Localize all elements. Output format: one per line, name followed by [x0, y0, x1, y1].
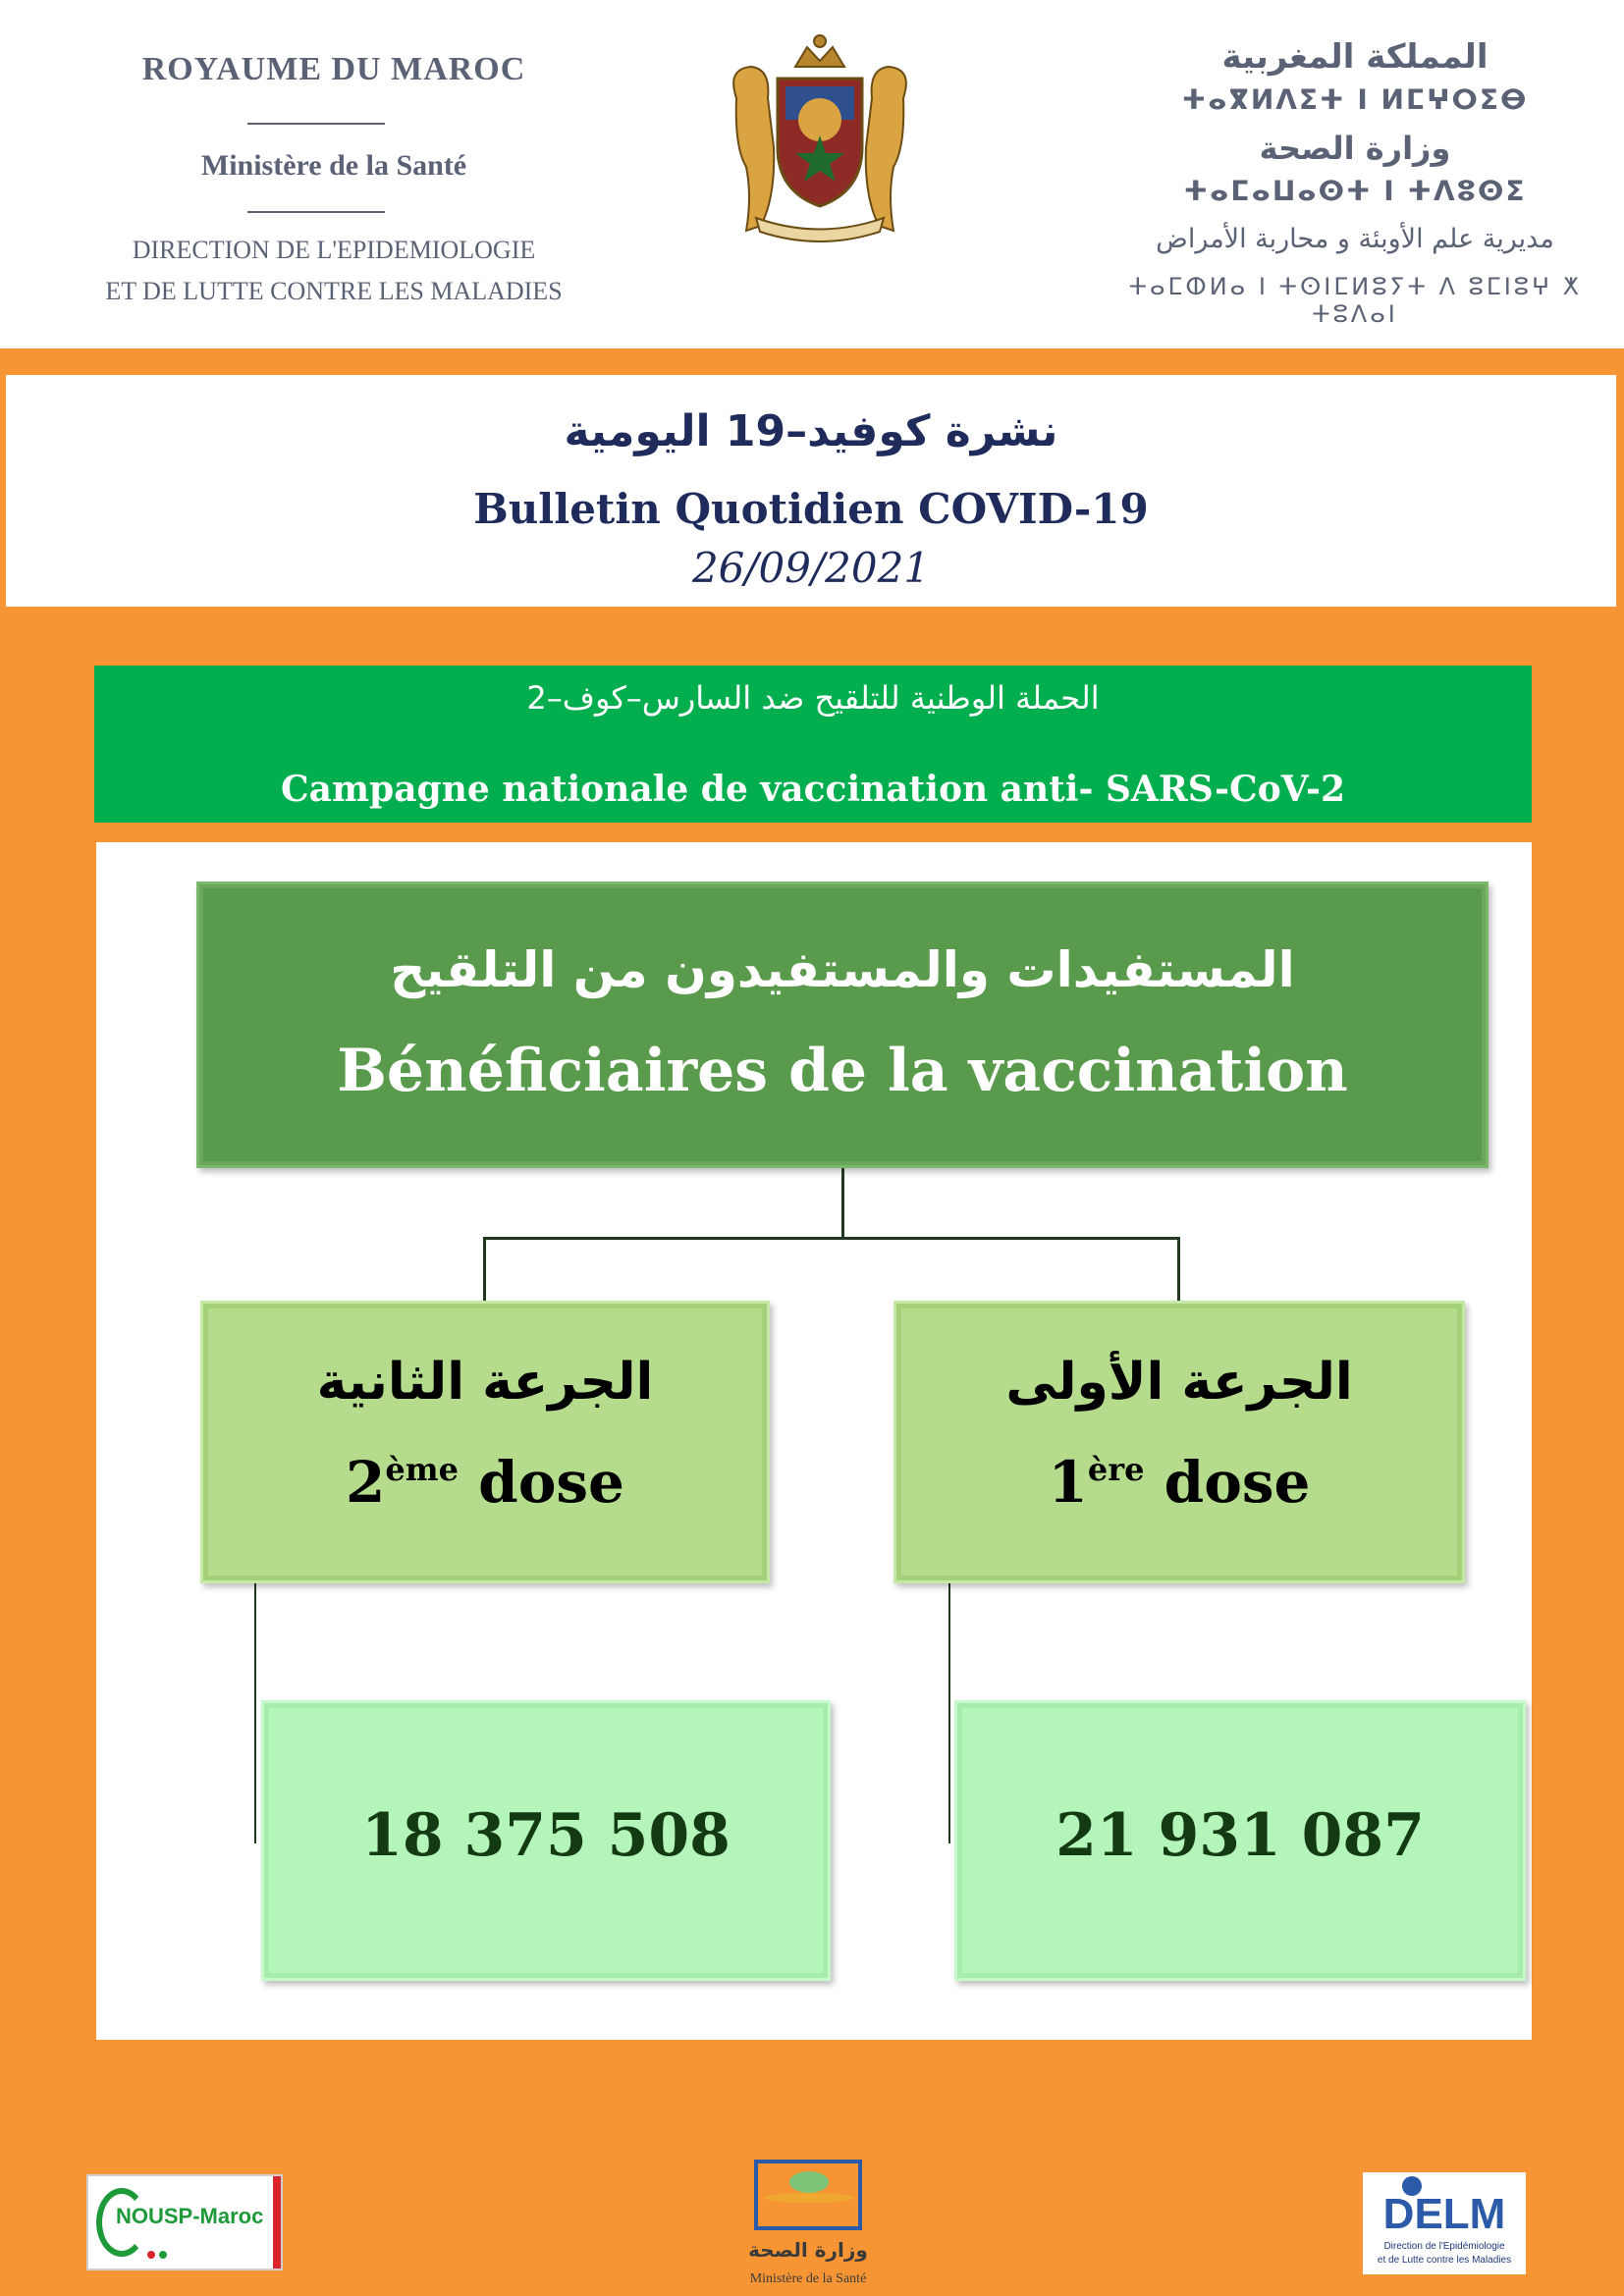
second-dose-label-ar: الجرعة الثانية — [316, 1353, 654, 1412]
dot — [159, 2251, 167, 2259]
nousp-logo — [86, 2174, 283, 2270]
connector-line — [483, 1237, 1180, 1240]
ar-kingdom-name: المملكة المغربية — [1221, 37, 1489, 77]
bulletin-title-ar: نشرة كوفيد–19 اليومية — [564, 406, 1058, 456]
nousp-red-stripe — [273, 2176, 281, 2269]
first-dose-label-ar: الجرعة الأولى — [1005, 1353, 1353, 1412]
delm-logo-subtitle-2: et de Lutte contre les Maladies — [1377, 2255, 1512, 2266]
delm-logo-text: DELM — [1382, 2190, 1506, 2238]
first-dose-value-box — [954, 1700, 1526, 1981]
connector-line — [1177, 1237, 1180, 1302]
connector-line — [948, 1583, 950, 1843]
second-dose-count: 18 375 508 — [361, 1801, 731, 1870]
delm-logo — [1363, 2172, 1526, 2274]
tz-direction-name: ⵜⴰⵎⵀⵍⴰ ⵏ ⵜⵙⵏⵎⵍⵓⵢⵜ ⴷ ⵓⵎⵏⵓⵖ ⵅ ⵜⵓⴷⴰⵏ — [1128, 273, 1582, 328]
ministry-emblem-icon — [754, 2160, 862, 2230]
fr-direction-line2: ET DE LUTTE CONTRE LES MALADIES — [105, 277, 563, 305]
connector-line — [254, 1583, 256, 1843]
bulletin-title-box — [6, 375, 1616, 607]
tz-kingdom-name: ⵜⴰⴳⵍⴷⵉⵜ ⵏ ⵍⵎⵖⵔⵉⴱ — [1181, 83, 1529, 116]
fr-direction-line1: DIRECTION DE L'EPIDEMIOLOGIE — [132, 236, 536, 264]
beneficiaries-title-ar: المستفيدات والمستفيدون من التلقيح — [390, 941, 1295, 998]
delm-logo-subtitle-1: Direction de l'Epidémiologie — [1383, 2241, 1505, 2252]
coat-of-arms-icon — [717, 29, 923, 245]
ar-direction-name: مديرية علم الأوبئة و محاربة الأمراض — [1156, 224, 1554, 254]
dose-ordinal-suffix: ème — [385, 1451, 459, 1488]
second-dose-value-box — [261, 1700, 831, 1981]
second-dose-box — [200, 1301, 770, 1583]
beneficiaries-title-fr: Bénéficiaires de la vaccination — [337, 1037, 1348, 1105]
dose-word: dose — [1144, 1449, 1311, 1516]
connector-line — [841, 1168, 844, 1239]
bulletin-title-fr: Bulletin Quotidien COVID-19 — [473, 485, 1149, 533]
dose-ordinal-suffix: ère — [1087, 1451, 1145, 1488]
first-dose-box — [893, 1301, 1465, 1583]
ar-ministry-name: وزارة الصحة — [1259, 130, 1451, 167]
fr-kingdom-name: ROYAUME DU MAROC — [141, 51, 526, 87]
tz-ministry-name: ⵜⴰⵎⴰⵡⴰⵙⵜ ⵏ ⵜⴷⵓⵙⵉ — [1183, 175, 1527, 207]
campaign-banner — [94, 666, 1532, 823]
beneficiaries-header-box — [196, 881, 1489, 1168]
divider — [247, 123, 385, 125]
letterhead — [0, 0, 1624, 348]
divider — [247, 211, 385, 213]
first-dose-label-fr — [896, 1449, 1462, 1516]
campaign-title-fr: Campagne nationale de vaccination anti- SARS-CoV-2 — [280, 769, 1346, 810]
connector-line — [483, 1237, 486, 1302]
fr-ministry-name: Ministère de la Santé — [200, 149, 467, 182]
dose-number: 1 — [1048, 1449, 1088, 1516]
dose-number: 2 — [346, 1449, 386, 1516]
campaign-title-ar: الحملة الوطنية للتلقيح ضد السارس–كوف–2 — [526, 679, 1100, 717]
first-dose-count: 21 931 087 — [1056, 1801, 1425, 1870]
bulletin-date: 26/09/2021 — [691, 544, 931, 592]
ministry-of-health-logo — [744, 2156, 882, 2293]
ministry-logo-fr: Ministère de la Santé — [749, 2271, 867, 2286]
dose-word: dose — [458, 1449, 624, 1516]
dot — [147, 2251, 155, 2259]
second-dose-label-fr — [203, 1449, 767, 1516]
ministry-logo-ar: وزارة الصحة — [748, 2238, 868, 2262]
nousp-logo-text: NOUSP-Maroc — [116, 2204, 264, 2228]
